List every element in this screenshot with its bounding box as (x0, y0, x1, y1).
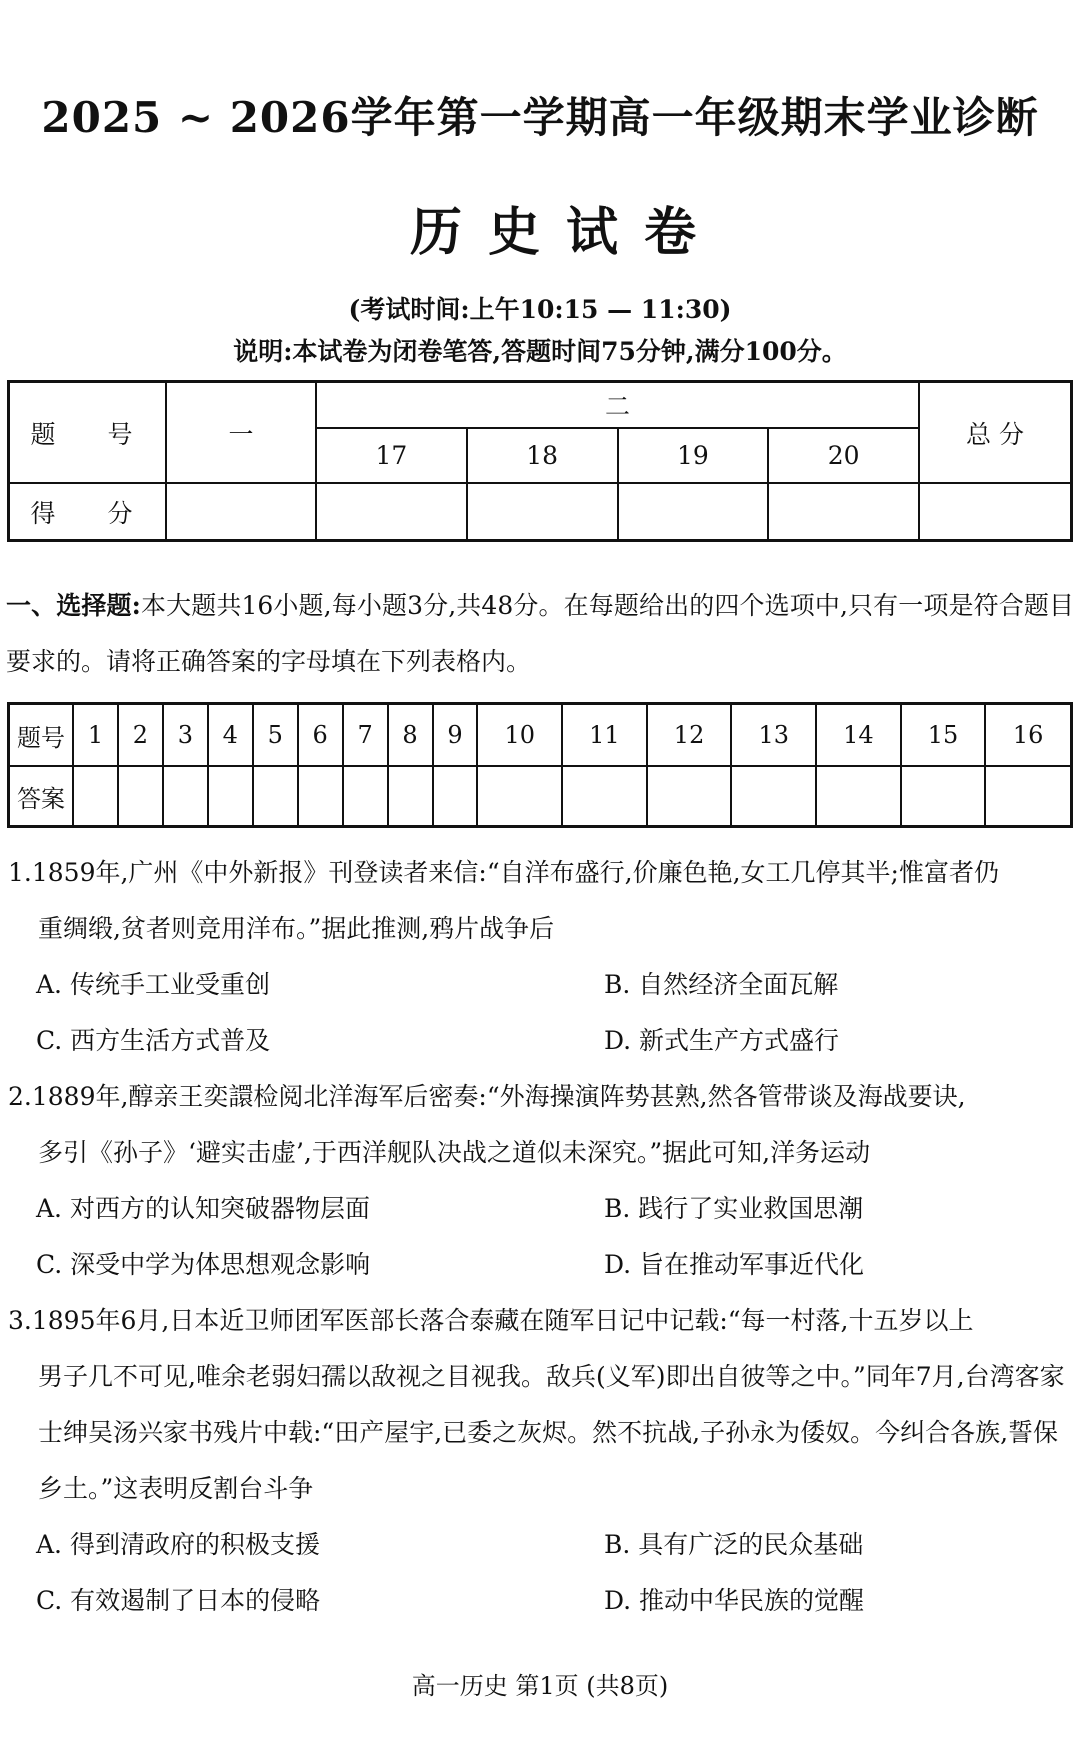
question-3 (8, 1293, 1074, 1629)
option-d[interactable]: D. 旨在推动军事近代化 (604, 1250, 865, 1279)
question-stem-rest: 男子几不可见,唯余老弱妇孺以敌视之目视我。敌兵(义军)即出自彼等之中。”同年7月,台湾客家士绅吴汤兴家书残片中载:“田产屋宇,已委之灰烬。然不抗战,子孙永为倭奴。今纠合各族,誓保乡土。”这表明反割台斗争 (38, 1362, 1065, 1503)
question-list (8, 845, 1074, 1629)
answer-cell[interactable] (901, 766, 986, 827)
section-one-heading: 一、选择题: (6, 591, 141, 620)
option-d[interactable]: D. 新式生产方式盛行 (604, 1026, 840, 1055)
score-row-label-question: 题 号 (9, 382, 167, 484)
answer-cell[interactable] (253, 766, 298, 827)
answer-number: 4 (208, 704, 253, 767)
score-cell-18[interactable] (467, 483, 618, 540)
score-cell-19[interactable] (618, 483, 769, 540)
question-stem-rest: 多引《孙子》‘避实击虚’,于西洋舰队决战之道似未深究。”据此可知,洋务运动 (38, 1138, 871, 1167)
score-total: 总 分 (919, 382, 1072, 484)
answer-cell[interactable] (73, 766, 118, 827)
answer-cell[interactable] (477, 766, 562, 827)
answer-label-answer: 答案 (9, 766, 74, 827)
answer-number: 2 (118, 704, 163, 767)
answer-number: 9 (433, 704, 478, 767)
score-cell-20[interactable] (768, 483, 919, 540)
exam-time: (考试时间:上午10:15 — 11:30) (348, 295, 732, 324)
answer-cell[interactable] (343, 766, 388, 827)
question-options (8, 957, 1074, 1069)
question-options (8, 1181, 1074, 1293)
score-cell-17[interactable] (316, 483, 467, 540)
question-stem-first: 1889年,醇亲王奕譞检阅北洋海军后密奏:“外海操演阵势甚熟,然各管带谈及海战要诀, (31, 1082, 966, 1111)
score-cell-part-one[interactable] (166, 483, 316, 540)
option-b[interactable]: B. 践行了实业救国思潮 (604, 1194, 864, 1223)
score-item-17: 17 (316, 428, 467, 483)
question-2 (8, 1069, 1074, 1293)
question-stem-rest: 重绸缎,贫者则竞用洋布。”据此推测,鸦片战争后 (38, 914, 555, 943)
option-c[interactable]: C. 有效遏制了日本的侵略 (36, 1586, 321, 1615)
question-stem (8, 1069, 1074, 1181)
answer-cell[interactable] (731, 766, 816, 827)
question-stem (8, 845, 1074, 957)
answer-number: 5 (253, 704, 298, 767)
question-stem-first: 1895年6月,日本近卫师团军医部长落合泰藏在随军日记中记载:“每一村落,十五岁以上 (31, 1306, 974, 1335)
page-footer: 高一历史 第1页 (共8页) (411, 1672, 669, 1700)
score-row-label-score: 得 分 (9, 483, 167, 540)
score-part-two: 二 (316, 382, 919, 429)
score-item-20: 20 (768, 428, 919, 483)
answer-cell[interactable] (163, 766, 208, 827)
answer-cell[interactable] (208, 766, 253, 827)
option-a[interactable]: A. 得到清政府的积极支援 (36, 1530, 320, 1559)
answer-number: 15 (901, 704, 986, 767)
option-b[interactable]: B. 自然经济全面瓦解 (604, 970, 839, 999)
answer-number: 11 (562, 704, 647, 767)
answer-number: 1 (73, 704, 118, 767)
answer-number: 7 (343, 704, 388, 767)
answer-number: 8 (388, 704, 433, 767)
question-number: 3. (8, 1306, 32, 1335)
option-a[interactable]: A. 传统手工业受重创 (36, 970, 270, 999)
option-b[interactable]: B. 具有广泛的民众基础 (604, 1530, 864, 1559)
answer-cell[interactable] (433, 766, 478, 827)
score-item-18: 18 (467, 428, 618, 483)
score-cell-total[interactable] (919, 483, 1072, 540)
score-item-19: 19 (618, 428, 769, 483)
option-a[interactable]: A. 对西方的认知突破器物层面 (36, 1194, 370, 1223)
question-options (8, 1517, 1074, 1629)
score-part-one: 一 (166, 382, 316, 484)
answer-number: 6 (298, 704, 343, 767)
answer-cell[interactable] (388, 766, 433, 827)
answer-cell[interactable] (816, 766, 901, 827)
answer-cell[interactable] (647, 766, 732, 827)
answer-number: 14 (816, 704, 901, 767)
answer-cell[interactable] (118, 766, 163, 827)
option-c[interactable]: C. 深受中学为体思想观念影响 (36, 1250, 371, 1279)
answer-number: 12 (647, 704, 732, 767)
answer-number: 10 (477, 704, 562, 767)
subject-title: 历史试卷 (409, 202, 722, 263)
exam-note: 说明:本试卷为闭卷笔答,答题时间75分钟,满分100分。 (233, 337, 847, 366)
question-number: 1. (8, 858, 32, 887)
section-one-header (6, 578, 1074, 690)
answer-number: 13 (731, 704, 816, 767)
answer-label-question: 题号 (9, 704, 74, 767)
answer-number: 3 (163, 704, 208, 767)
question-stem (8, 1293, 1074, 1517)
option-d[interactable]: D. 推动中华民族的觉醒 (604, 1586, 865, 1615)
question-1 (8, 845, 1074, 1069)
question-stem-first: 1859年,广州《中外新报》刊登读者来信:“自洋布盛行,价廉色艳,女工几停其半;惟富者仍 (31, 858, 999, 887)
option-c[interactable]: C. 西方生活方式普及 (36, 1026, 271, 1055)
answer-table (7, 702, 1073, 828)
answer-cell[interactable] (298, 766, 343, 827)
score-table (7, 380, 1073, 542)
question-number: 2. (8, 1082, 32, 1111)
section-one-instructions: 本大题共16小题,每小题3分,共48分。在每题给出的四个选项中,只有一项是符合题目要求的。请将正确答案的字母填在下列表格内。 (6, 591, 1074, 676)
exam-title: 2025 ~ 2026学年第一学期高一年级期末学业诊断 (41, 93, 1039, 142)
answer-number: 16 (985, 704, 1071, 767)
answer-cell[interactable] (562, 766, 647, 827)
answer-cell[interactable] (985, 766, 1071, 827)
